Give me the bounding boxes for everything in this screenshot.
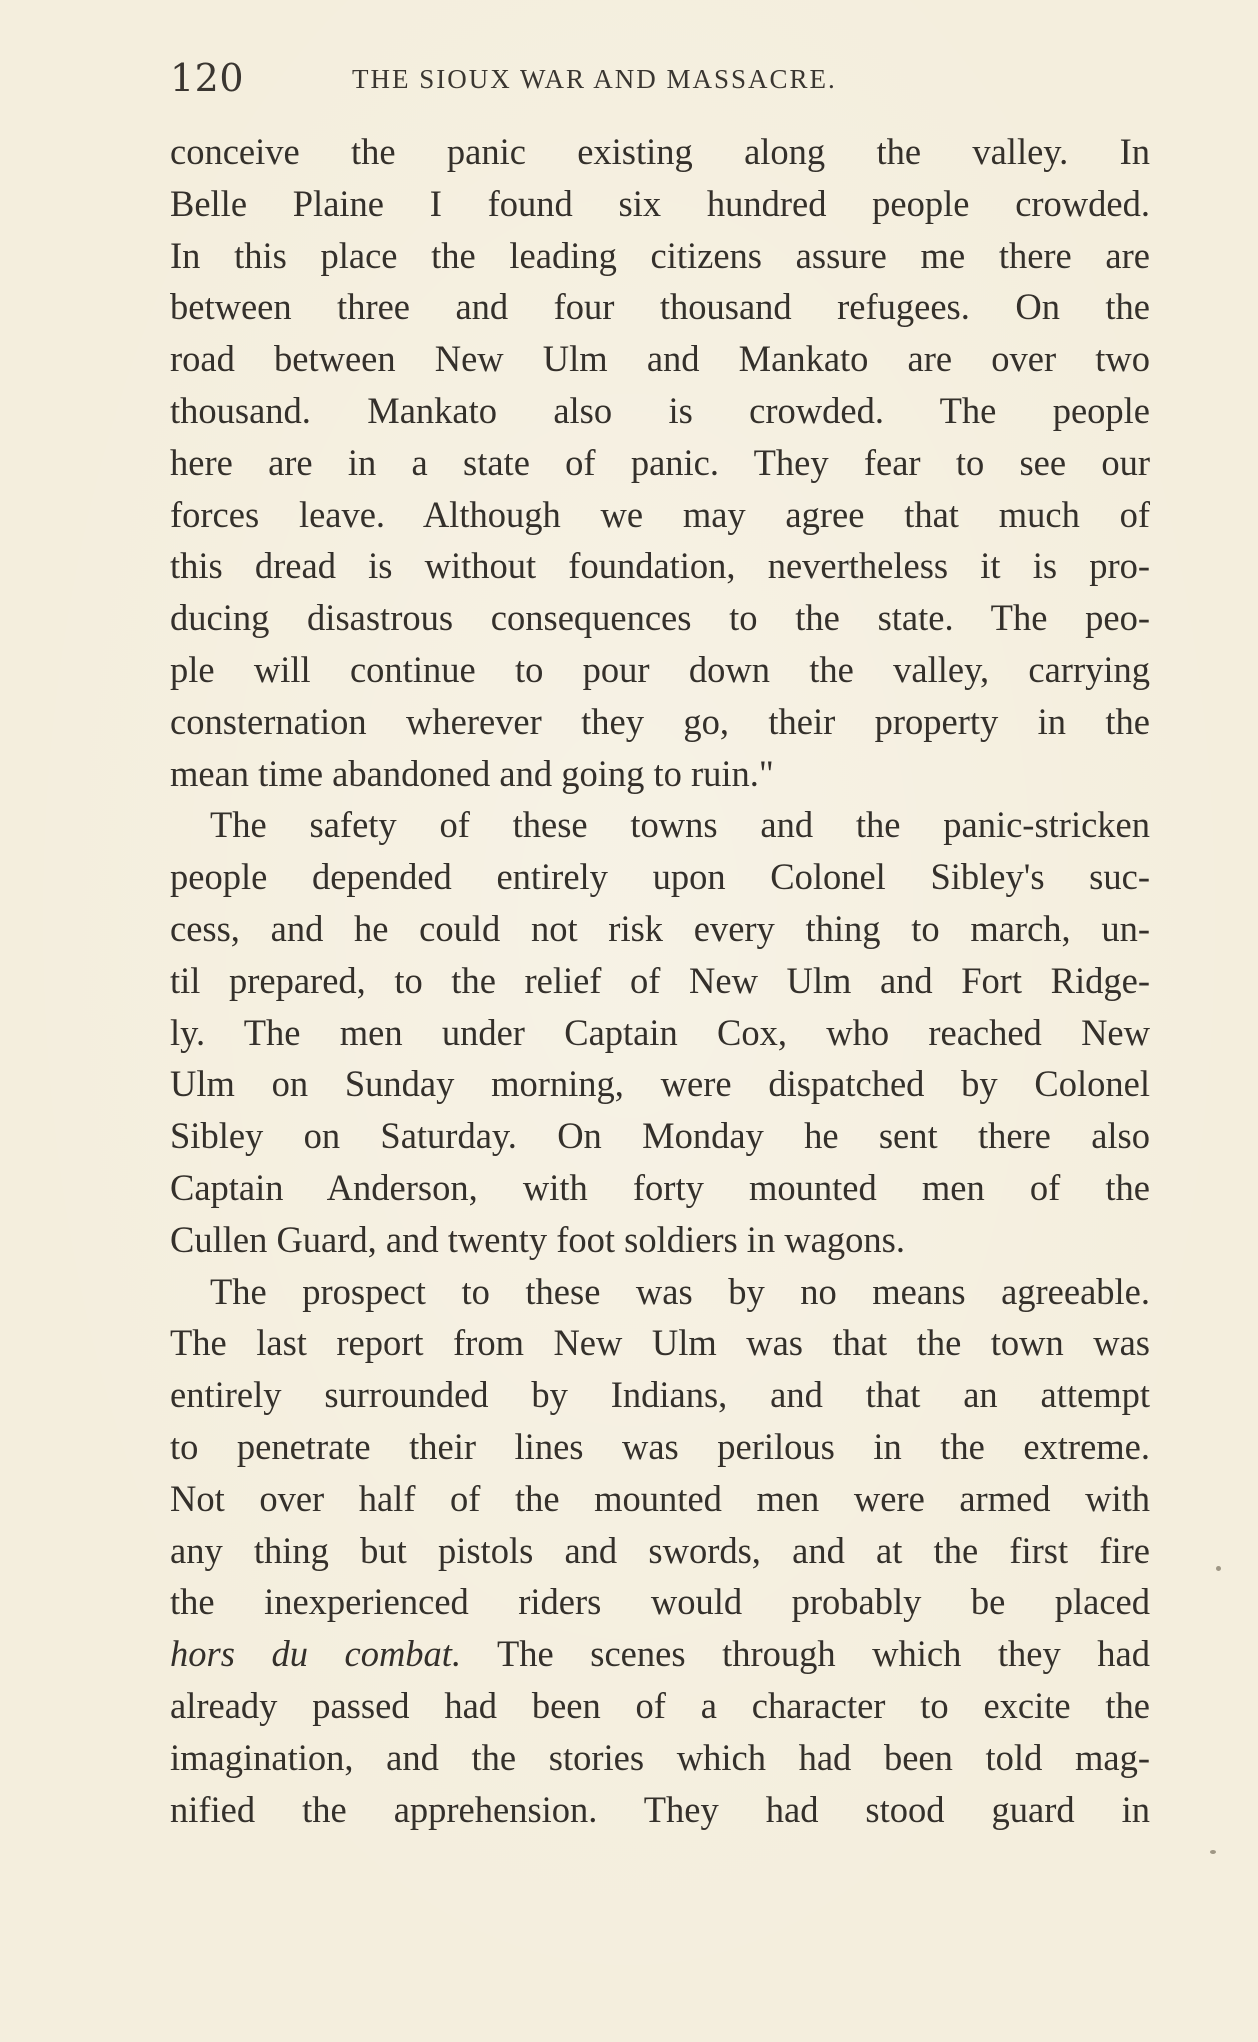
- italic-phrase: hors du combat.: [170, 1633, 462, 1675]
- paragraph-start-line: The safety of these towns and the panic-stricken: [210, 804, 1150, 846]
- text-line: Not over half of the mounted men were armed with: [170, 1477, 1150, 1519]
- text-line: to penetrate their lines was perilous in the extreme.: [170, 1425, 1150, 1467]
- text-line: here are in a state of panic. They fear to see our: [170, 441, 1150, 483]
- paragraph-start-line: The prospect to these was by no means agreeable.: [210, 1270, 1150, 1312]
- ink-speck: [1216, 1566, 1221, 1571]
- text-line: this dread is without foundation, nevertheless it is pro-: [170, 545, 1150, 587]
- text-line: entirely surrounded by Indians, and that an attempt: [170, 1374, 1150, 1416]
- ink-speck: [1210, 1850, 1216, 1854]
- text-line: between three and four thousand refugees. On the: [170, 286, 1150, 328]
- text-line: Cullen Guard, and twenty foot soldiers in wagons.: [170, 1218, 905, 1260]
- text-line: the inexperienced riders would probably be placed: [170, 1581, 1150, 1623]
- text-line: til prepared, to the relief of New Ulm and Fort Ridge-: [170, 959, 1150, 1001]
- text-line: consternation wherever they go, their property in the: [170, 700, 1150, 742]
- text-line: ly. The men under Captain Cox, who reached New: [170, 1011, 1150, 1053]
- text-line: thousand. Mankato also is crowded. The people: [170, 389, 1150, 431]
- text-line: road between New Ulm and Mankato are over two: [170, 338, 1150, 380]
- text-line: already passed had been of a character to excite the: [170, 1684, 1150, 1726]
- text-line: Sibley on Saturday. On Monday he sent there also: [170, 1115, 1150, 1157]
- text-line: Captain Anderson, with forty mounted men of the: [170, 1166, 1150, 1208]
- line-remainder: The scenes through which they had: [461, 1633, 1150, 1675]
- text-line: Ulm on Sunday morning, were dispatched by Colonel: [170, 1063, 1150, 1105]
- text-line: Belle Plaine I found six hundred people crowded.: [170, 182, 1150, 224]
- running-title: THE SIOUX WAR AND MASSACRE.: [352, 64, 837, 94]
- text-line: ple will continue to pour down the valley, carrying: [170, 648, 1150, 690]
- text-line: cess, and he could not risk every thing to march, un-: [170, 907, 1150, 949]
- text-line: nified the apprehension. They had stood guard in: [170, 1788, 1150, 1830]
- text-line: The last report from New Ulm was that the town was: [170, 1322, 1150, 1364]
- text-line: imagination, and the stories which had been told mag-: [170, 1736, 1150, 1778]
- text-line: people depended entirely upon Colonel Sibley's suc-: [170, 856, 1150, 898]
- text-line: ducing disastrous consequences to the state. The peo-: [170, 597, 1150, 639]
- text-line-with-italic: [170, 1628, 1150, 1680]
- text-line: conceive the panic existing along the valley. In: [170, 131, 1150, 172]
- running-head: [170, 56, 1150, 100]
- text-line: any thing but pistols and swords, and at the first fire: [170, 1529, 1150, 1571]
- text-line: In this place the leading citizens assure me there are: [170, 234, 1150, 276]
- body-text: [170, 126, 1150, 1835]
- text-line: forces leave. Although we may agree that much of: [170, 493, 1150, 535]
- text-line: mean time abandoned and going to ruin.": [170, 752, 774, 794]
- page-number: 120: [170, 56, 245, 100]
